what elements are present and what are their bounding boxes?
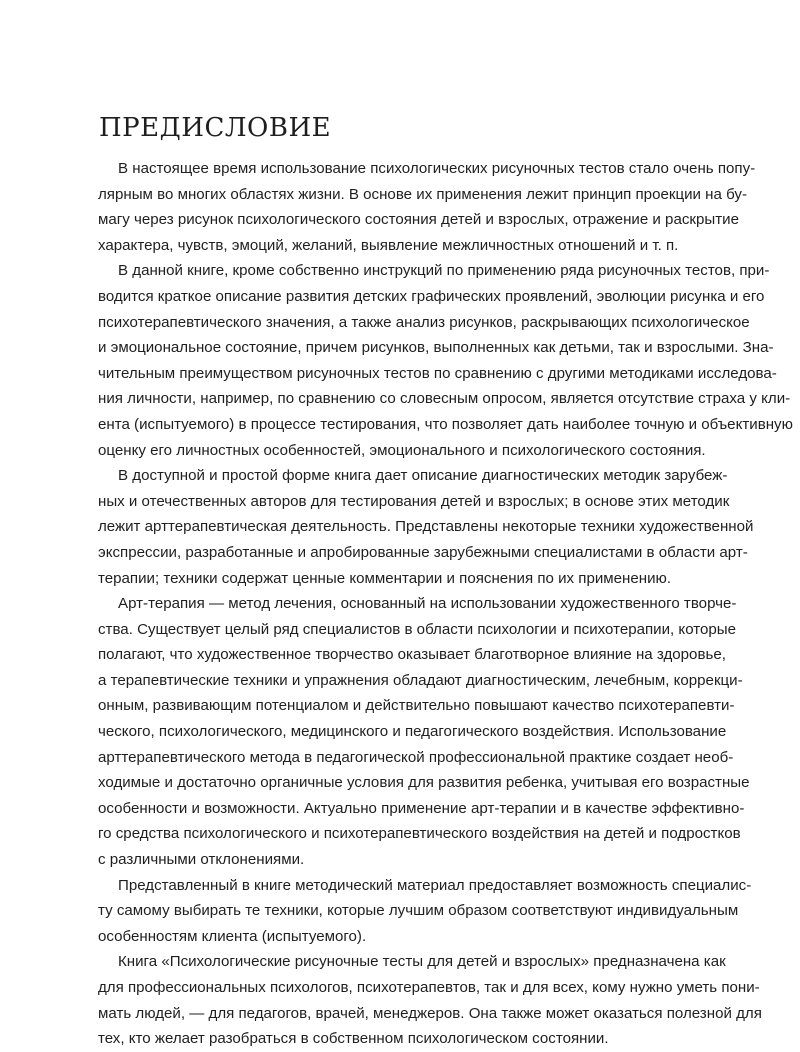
text-line: особенностям клиента (испытуемого). xyxy=(98,927,367,945)
text-line: Арт-терапия — метод лечения, основанный на использовании художественного творче- xyxy=(118,595,737,613)
text-line: Представленный в книге методический материал предоставляет возможность специалис- xyxy=(118,876,752,894)
text-line: водится краткое описание развития детских графических проявлений, эволюции рисунка и его xyxy=(98,287,765,305)
text-line: терапии; техники содержат ценные комментарии и пояснения по их применению. xyxy=(98,569,672,587)
text-line: ту самому выбирать те техники, которые лучшим образом соответствуют индивидуальным xyxy=(98,902,739,920)
text-line: оценку его личностных особенностей, эмоционального и психологического состояния. xyxy=(98,441,706,459)
text-line: ческого, психологического, медицинского и педагогического воздействия. Использование xyxy=(98,723,727,741)
text-line: арттерапевтического метода в педагогической профессиональной практике создает необ- xyxy=(98,748,734,766)
text-line: с различными отклонениями. xyxy=(98,851,305,869)
text-line: ния личности, например, по сравнению со словесным опросом, является отсутствие страха у кли- xyxy=(98,390,791,408)
text-line: особенности и возможности. Актуально применение арт-терапии и в качестве эффективно- xyxy=(98,799,745,817)
text-line: чительным преимуществом рисуночных тестов по сравнению с другими методиками исследова- xyxy=(98,364,777,382)
paragraph xyxy=(98,156,756,258)
text-line: магу через рисунок психологического состояния детей и взрослых, отражение и раскрытие xyxy=(98,211,739,229)
text-line: ства. Существует целый ряд специалистов в области психологии и психотерапии, которые xyxy=(98,620,737,638)
text-line: мать людей, — для педагогов, врачей, менеджеров. Она также может оказаться полезной для xyxy=(98,1004,762,1022)
text-line: ных и отечественных авторов для тестирования детей и взрослых; в основе этих методик xyxy=(98,492,730,510)
paragraph xyxy=(98,258,793,463)
paragraph xyxy=(98,463,754,591)
text-line: и эмоциональное состояние, причем рисунков, выполненных как детьми, так и взрослыми. Зна- xyxy=(98,339,774,357)
text-line: психотерапевтического значения, а также анализ рисунков, раскрывающих психологическое xyxy=(98,313,750,331)
text-line: ходимые и достаточно органичные условия для развития ребенка, учитывая его возрастные xyxy=(98,774,750,792)
text-line: полагают, что художественное творчество оказывает благотворное влияние на здоровье, xyxy=(98,646,726,664)
text-line: В доступной и простой форме книга дает описание диагностических методик зарубеж- xyxy=(118,467,728,485)
text-line: В данной книге, кроме собственно инструкций по применению ряда рисуночных тестов, при- xyxy=(118,262,770,280)
text-line: го средства психологического и психотерапевтического воздействия на детей и подростков xyxy=(98,825,741,843)
text-line: характера, чувств, эмоций, желаний, выявление межличностных отношений и т. п. xyxy=(98,236,679,254)
text-line: а терапевтические техники и упражнения обладают диагностическим, лечебным, коррекци- xyxy=(98,671,743,689)
body-text xyxy=(98,156,793,1052)
page-title: ПРЕДИСЛОВИЕ xyxy=(99,113,332,143)
text-line: для профессиональных психологов, психотерапевтов, так и для всех, кому нужно уметь пони- xyxy=(98,979,760,996)
text-line: В настоящее время использование психологических рисуночных тестов стало очень попу- xyxy=(118,160,756,177)
text-line: Книга «Психологические рисуночные тесты для детей и взрослых» предназначена как xyxy=(118,953,726,971)
text-line: лежит арттерапевтическая деятельность. Представлены некоторые техники художественной xyxy=(98,518,754,536)
paragraph xyxy=(98,873,752,950)
paragraph xyxy=(98,591,750,873)
paragraph xyxy=(98,949,762,1051)
text-line: онным, развивающим потенциалом и действительно повышают качество психотерапевти- xyxy=(98,697,735,715)
text-line: лярным во многих областях жизни. В основе их применения лежит принцип проекции на бу- xyxy=(98,185,747,203)
text-line: ента (испытуемого) в процессе тестирования, что позволяет дать наиболее точную и объективную xyxy=(98,415,793,433)
text-line: экспрессии, разработанные и апробированные зарубежными специалистами в области арт- xyxy=(98,543,748,561)
text-line: тех, кто желает разобраться в собственном психологическом состоянии. xyxy=(98,1030,609,1048)
